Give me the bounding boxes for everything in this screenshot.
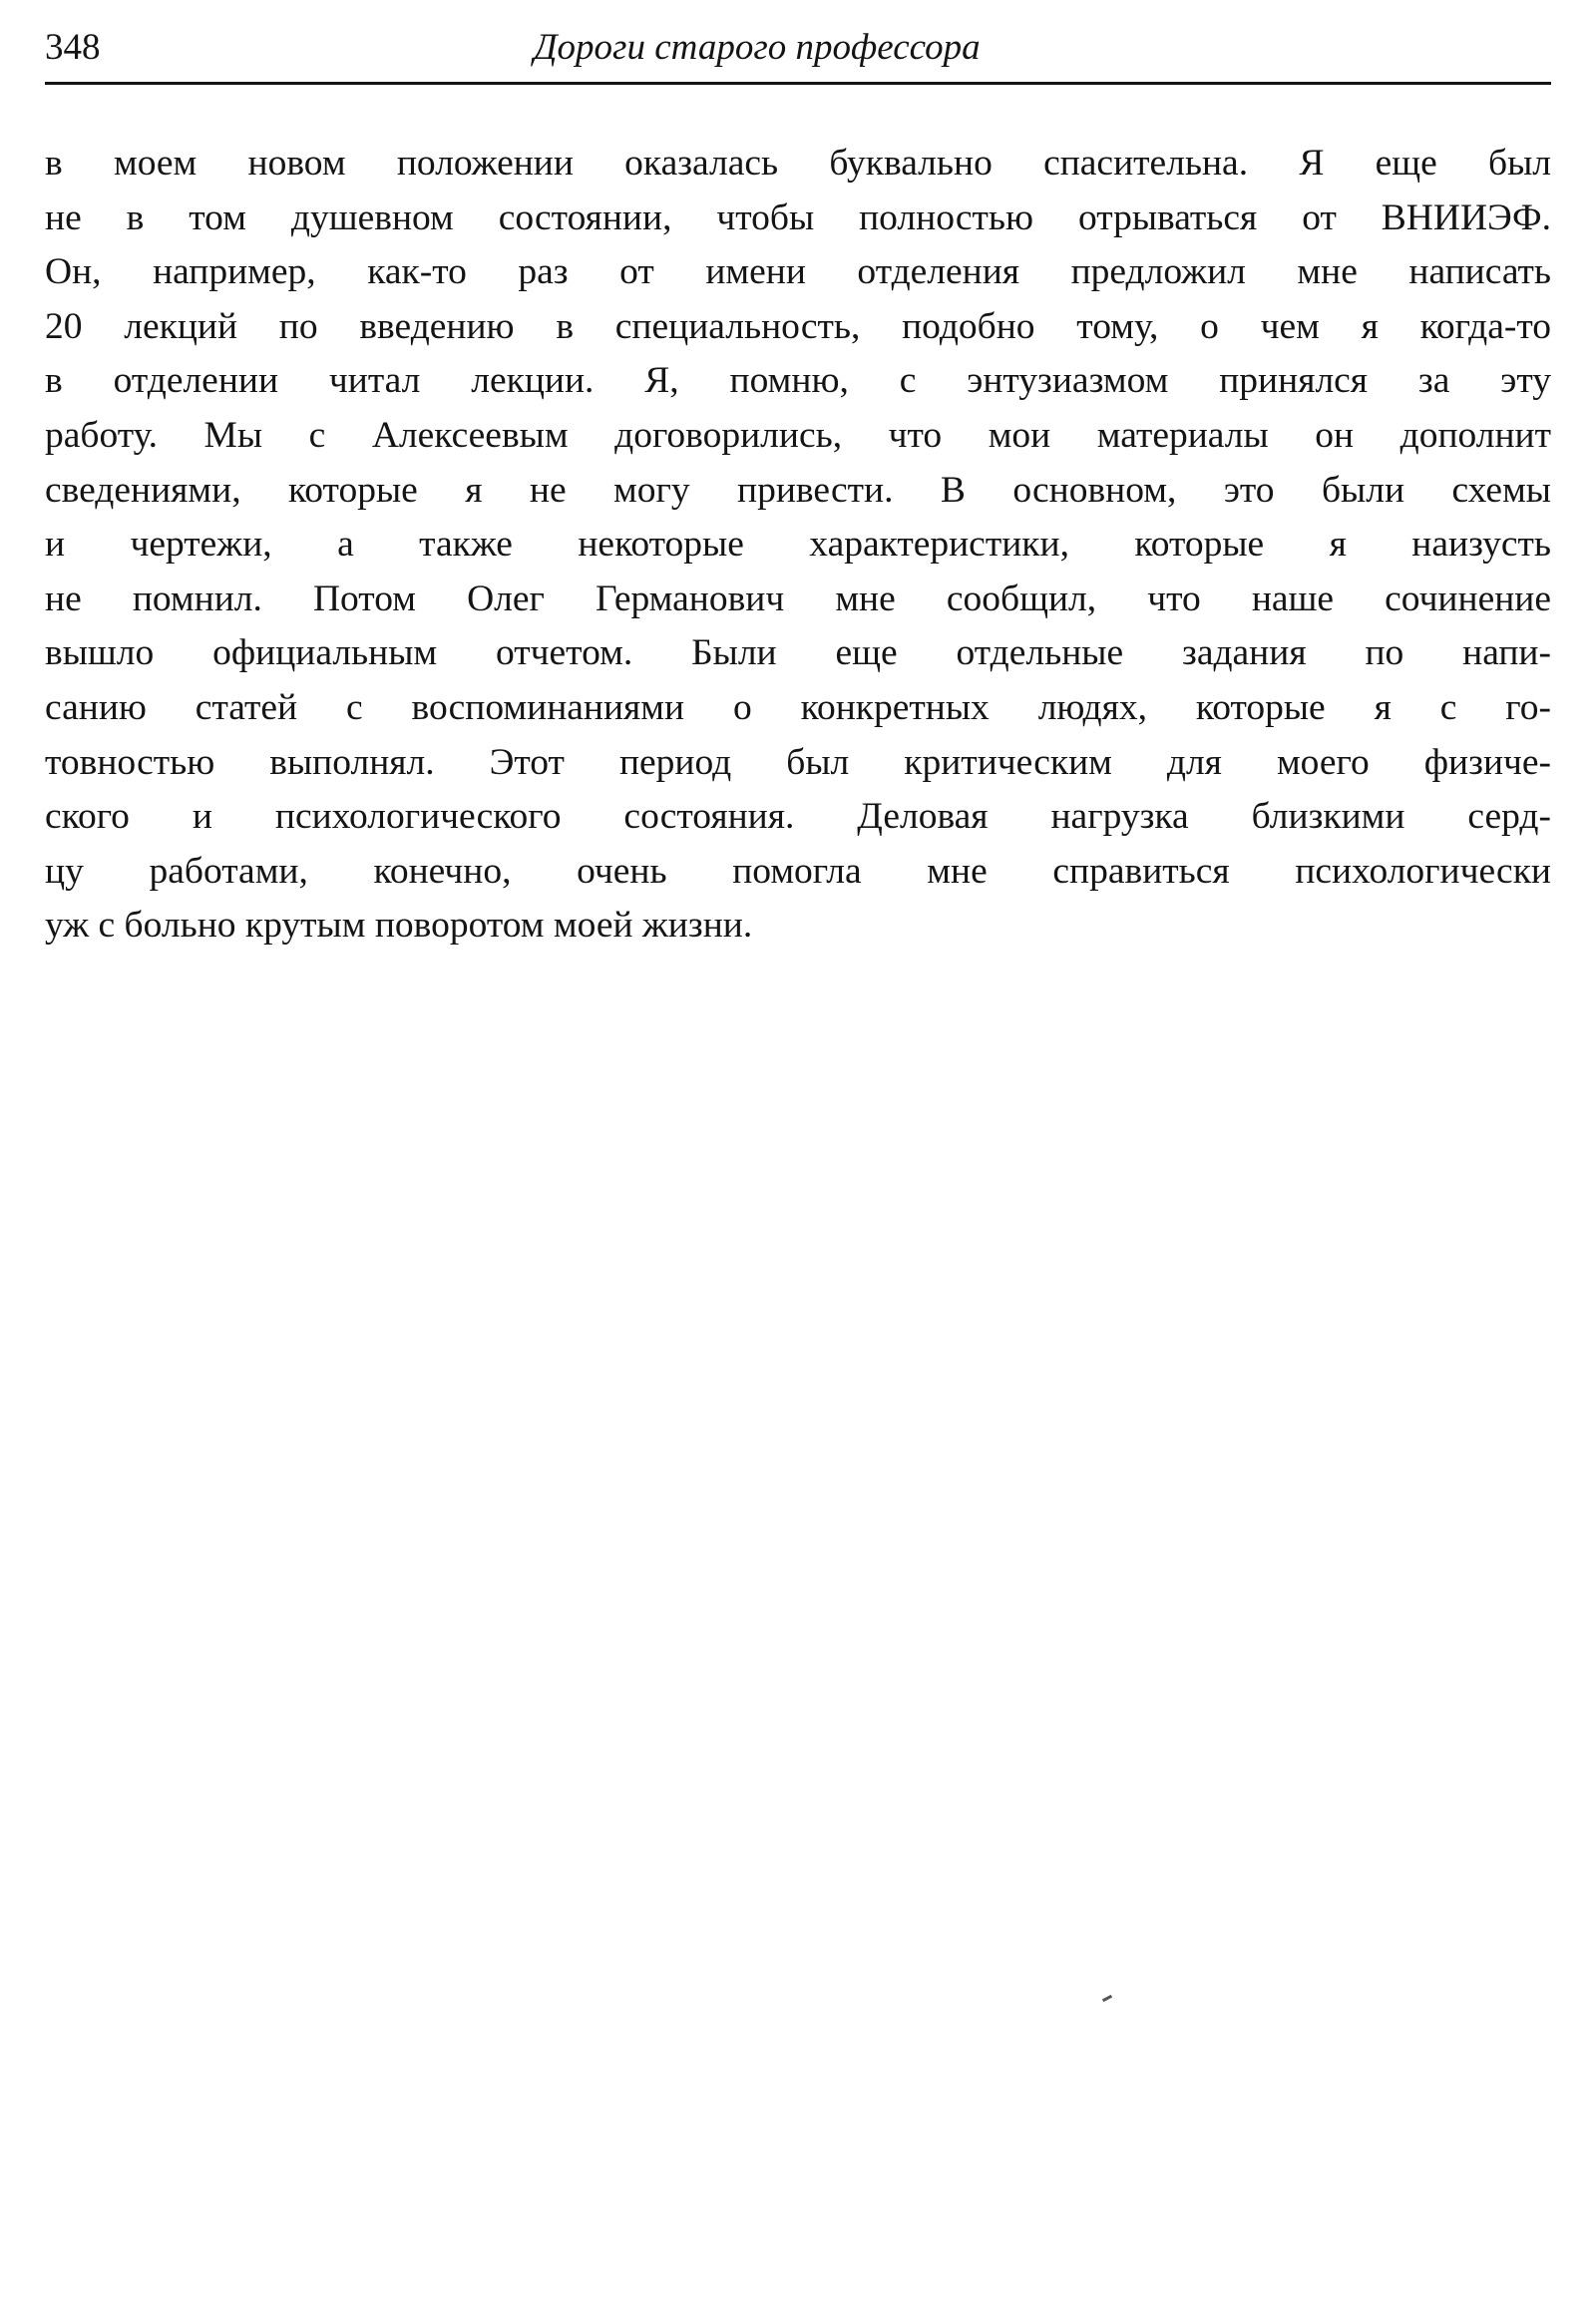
text-line: уж с больно крутым поворотом моей жизни. bbox=[45, 905, 753, 947]
text-line: работу. Мы с Алексеевым договорились, что мои материалы он дополнит bbox=[45, 414, 1551, 456]
text-line: товностью выполнял. Этот период был критическим для моего физиче- bbox=[45, 741, 1551, 783]
text-line: и чертежи, а также некоторые характеристики, которые я наизусть bbox=[45, 524, 1551, 566]
book-page bbox=[45, 0, 1551, 2311]
text-line: ского и психологического состояния. Деловая нагрузка близкими серд- bbox=[45, 796, 1551, 838]
text-line: не помнил. Потом Олег Германович мне сообщил, что наше сочинение bbox=[45, 578, 1551, 619]
text-line: не в том душевном состоянии, чтобы полностью отрываться от ВНИИЭФ. bbox=[45, 196, 1551, 238]
text-line: цу работами, конечно, очень помогла мне справиться психологически bbox=[45, 850, 1551, 892]
text-line: санию статей с воспоминаниями о конкретных людях, которые я с го- bbox=[45, 686, 1551, 728]
text-line: Он, например, как-то раз от имени отделения предложил мне написать bbox=[45, 251, 1551, 293]
text-line: вышло официальным отчетом. Были еще отдельные задания по напи- bbox=[45, 632, 1551, 674]
scan-speck bbox=[1102, 1995, 1112, 2002]
text-line: в отделении читал лекции. Я, помню, с энтузиазмом принялся за эту bbox=[45, 360, 1551, 402]
text-line: сведениями, которые я не могу привести. В основном, это были схемы bbox=[45, 469, 1551, 511]
text-line: 20 лекций по введению в специальность, подобно тому, о чем я когда-то bbox=[45, 305, 1551, 347]
text-line: в моем новом положении оказалась буквально спасительна. Я еще был bbox=[45, 143, 1551, 184]
page-number: 348 bbox=[45, 27, 101, 68]
running-head bbox=[45, 22, 1551, 85]
body-paragraph bbox=[45, 137, 1551, 954]
running-title: Дороги старого профессора bbox=[534, 27, 981, 68]
